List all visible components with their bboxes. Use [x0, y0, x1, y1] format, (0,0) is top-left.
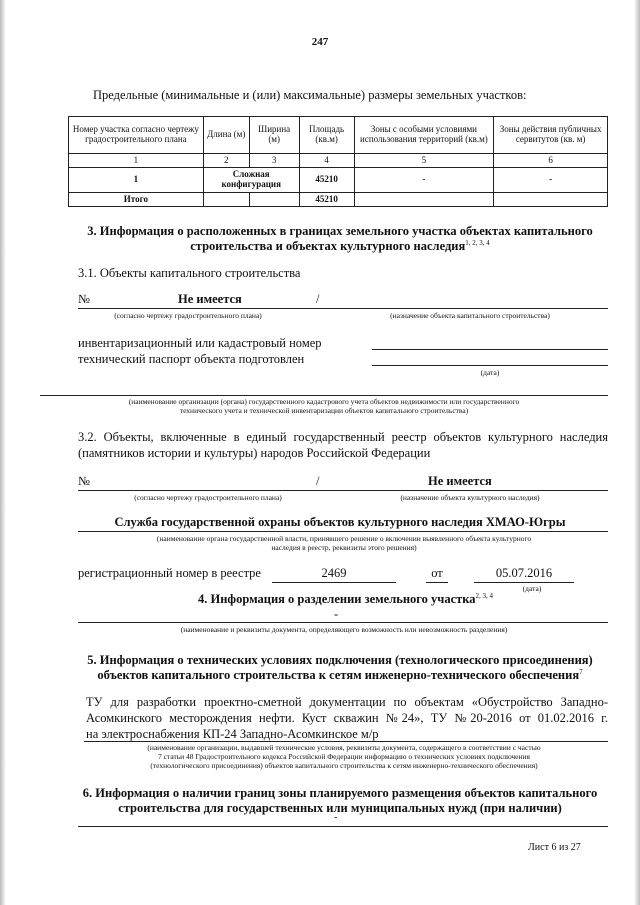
registry-date-underline: [474, 582, 574, 583]
tech-conditions-line1: ТУ для разработки проектно-сметной документации по объектам «Обустройство Западно-: [86, 695, 608, 709]
no-heritage-objects-value: Не имеется: [428, 474, 492, 488]
caption-drawing: (согласно чертежу градостроительного плана): [134, 493, 282, 502]
from-underline: [426, 582, 448, 583]
total-label: Итого: [69, 193, 204, 207]
section5-title-line1: 5. Информация о технических условиях подключения (технологического присоединения): [87, 653, 593, 667]
section5-title-line2: объектов капитального строительства к сетям инженерно-технического обеспечения$^7$: [97, 668, 583, 683]
registry-number-underline: [272, 582, 396, 583]
plot-area: 45210: [299, 168, 354, 193]
division-value: -: [334, 607, 339, 621]
section3-title-line2: строительства и объектах культурного наследия$^{1, 2, 3, 4}$: [190, 239, 490, 254]
tech-conditions-line2: Асомкинского месторождения нефти. Куст скважин №24», ТУ №20-2016 от 01.02.2016 г.: [86, 711, 608, 725]
tech-conditions-underline: [84, 741, 608, 742]
scan-edge-right: [634, 0, 640, 905]
from-label: от: [431, 566, 443, 580]
zone-underline: [78, 826, 608, 827]
footnote-refs: 7: [579, 668, 583, 676]
col-header: Ширина (м): [249, 117, 299, 154]
footnote-refs: 2, 3, 4: [475, 592, 494, 600]
section6-title-line2: строительства для государственных или муниципальных нужд (при наличии): [118, 801, 562, 815]
col-header: Длина (м): [203, 117, 249, 154]
heritage-authority: Служба государственной охраны объектов культурного наследия ХМАО-Югры: [114, 515, 566, 529]
col-header: Зоны с особыми условиями использования территорий (кв.м): [354, 117, 494, 154]
sheet-counter: Лист 6 из 27: [528, 842, 581, 853]
org-underline: [40, 395, 608, 396]
caption-tech-line3: (технологического присоединения) объектов капитального строительства к сетям инженерно-технического обеспечения): [150, 761, 538, 770]
inventory-number-underline: [372, 349, 608, 350]
table-row: [69, 168, 608, 193]
col-header: Площадь (кв.м): [299, 117, 354, 154]
col-header: Зоны действия публичных сервитутов (кв. м): [494, 117, 608, 154]
scan-edge-left: [0, 0, 6, 905]
division-underline: [78, 622, 608, 623]
caption-heritage-purpose: (назначение объекта культурного наследия): [400, 493, 540, 502]
slash-separator: /: [316, 292, 320, 306]
col-number: 1: [69, 154, 204, 168]
caption-division: (наименование и реквизиты документа, определяющего возможность или невозможность разделения): [180, 625, 508, 634]
page-number: 247: [311, 36, 329, 48]
caption-date: (дата): [480, 368, 500, 377]
subsection-3-2-title-line1: 3.2. Объекты, включенные в единый государственный реестр объектов культурного наследия: [78, 430, 608, 444]
special-zones-value: -: [354, 168, 494, 193]
caption-purpose: (назначение объекта капитального строительства): [390, 311, 550, 320]
col-number: 2: [203, 154, 249, 168]
intro-text: Предельные (минимальные и (или) максимальные) размеры земельных участков:: [93, 88, 527, 102]
authority-underline: [78, 531, 608, 532]
col-number: 5: [354, 154, 494, 168]
caption-org-line1: (наименование организации (органа) государственного кадастрового учета объектов недвижимости или государственного: [128, 397, 520, 406]
subsection-3-1-title: 3.1. Объекты капитального строительства: [78, 266, 301, 280]
inventory-number-label: инвентаризационный или кадастровый номер: [78, 336, 322, 350]
caption-tech-line2: 7 статьи 48 Градостроительного кодекса Российской Федерации информацию о технических условиях подключения: [158, 752, 530, 761]
section3-title-line1: 3. Информация о расположенных в границах земельного участка объектах капитального: [87, 224, 593, 238]
number-label: №: [78, 292, 90, 306]
slash-separator: /: [316, 474, 320, 488]
number-label: №: [78, 474, 90, 488]
registry-number-label: регистрационный номер в реестре: [78, 566, 261, 580]
col-number: 3: [249, 154, 299, 168]
total-area: 45210: [299, 193, 354, 207]
col-header: Номер участка согласно чертежу градостроительного плана: [69, 117, 204, 154]
underline: [78, 308, 608, 309]
col-number: 4: [299, 154, 354, 168]
subsection-3-2-title-line2: (памятников истории и культуры) народов Российской Федерации: [78, 446, 431, 460]
caption-date: (дата): [522, 584, 542, 593]
section4-title: 4. Информация о разделении земельного участка$^{2, 3, 4}$: [198, 592, 494, 607]
registry-date-value: 05.07.2016: [495, 566, 553, 580]
section6-title-line1: 6. Информация о наличии границ зоны планируемого размещения объектов капитального: [82, 786, 598, 800]
servitudes-value: -: [494, 168, 608, 193]
footnote-refs: 1, 2, 3, 4: [465, 239, 490, 247]
plot-number: 1: [69, 168, 204, 193]
underline: [78, 490, 608, 491]
zone-value: -: [334, 812, 338, 823]
registry-number-value: 2469: [321, 566, 347, 580]
caption-tech-line1: (наименование организации, выдавшей технические условия, реквизиты документа, содержащего в соответствии с частью: [147, 743, 541, 752]
col-number: 6: [494, 154, 608, 168]
passport-date-underline: [372, 365, 608, 366]
caption-drawing: (согласно чертежу градостроительного плана): [114, 311, 262, 320]
land-plot-size-table: [68, 116, 608, 207]
tech-passport-label: технический паспорт объекта подготовлен: [78, 352, 305, 366]
plot-shape: Сложная конфигурация: [203, 168, 299, 193]
table-total-row: [69, 193, 608, 207]
caption-org-line2: технического учета и технической инвентаризации объектов капитального строительства): [179, 406, 469, 415]
no-objects-value: Не имеется: [178, 292, 242, 306]
tech-conditions-line3: на электроснабжения КП-24 Западно-Асомкинское м/р: [86, 727, 379, 741]
caption-authority-line2: наследия в реестр, реквизиты этого решения): [271, 543, 417, 552]
caption-authority-line1: (наименование органа государственной власти, принявшего решение о включении выявленного объекта культурного: [156, 534, 532, 543]
